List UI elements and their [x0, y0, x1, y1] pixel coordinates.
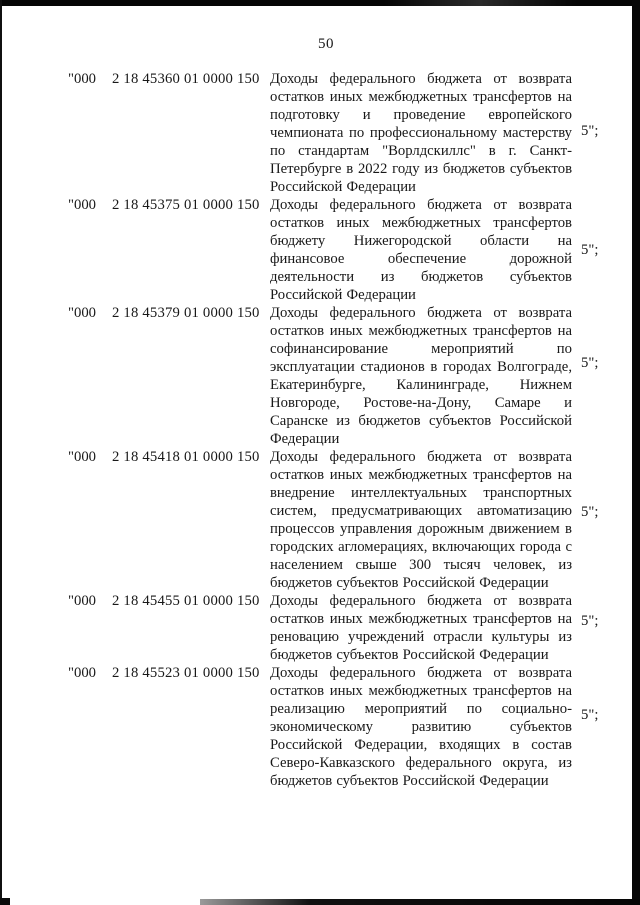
income-description: Доходы федерального бюджета от возврата остатков иных межбюджетных трансфертов бюджету Нижегородской области на финансовое обеспечение дорожной деятельности из бюджетов субъектов Российской Федерации [270, 197, 572, 303]
scan-border-top [0, 0, 640, 6]
table-row [68, 70, 613, 196]
row-close-quote-marker: 5"; [581, 355, 599, 371]
table-row [68, 592, 613, 664]
row-open-quote-admin-code: "000 [68, 593, 97, 609]
budget-code-table [68, 70, 613, 790]
budget-classification-code: 2 18 45523 01 0000 150 [112, 665, 260, 681]
income-description: Доходы федерального бюджета от возврата остатков иных межбюджетных трансфертов на внедрение интеллектуальных транспортных систем, предусматривающих автоматизацию процессов управления дорожным движением в городских агломерациях, включающих города с населением свыше 300 тысяч человек, из бюджетов субъектов Российской Федерации [270, 449, 572, 591]
scan-border-bottom-left-mark [0, 898, 10, 905]
budget-classification-code: 2 18 45418 01 0000 150 [112, 449, 260, 465]
row-open-quote-admin-code: "000 [68, 449, 97, 465]
table-row [68, 304, 613, 448]
row-open-quote-admin-code: "000 [68, 665, 97, 681]
income-description: Доходы федерального бюджета от возврата остатков иных межбюджетных трансфертов на реновацию учреждений отрасли культуры из бюджетов субъектов Российской Федерации [270, 593, 572, 663]
budget-classification-code: 2 18 45360 01 0000 150 [112, 71, 260, 87]
budget-classification-code: 2 18 45455 01 0000 150 [112, 593, 260, 609]
table-row [68, 664, 613, 790]
budget-classification-code: 2 18 45379 01 0000 150 [112, 305, 260, 321]
table-row [68, 448, 613, 592]
row-close-quote-marker: 5"; [581, 242, 599, 258]
table-row [68, 196, 613, 304]
scan-border-bottom [200, 899, 640, 905]
budget-classification-code: 2 18 45375 01 0000 150 [112, 197, 260, 213]
row-close-quote-marker: 5"; [581, 123, 599, 139]
income-description: Доходы федерального бюджета от возврата остатков иных межбюджетных трансфертов на реализацию мероприятий по социально-экономическому развитию субъектов Российской Федерации, входящих в состав Северо-Кавказского федерального округа, из бюджетов субъектов Российской Федерации [270, 665, 572, 789]
income-description: Доходы федерального бюджета от возврата остатков иных межбюджетных трансфертов на подготовку и проведение европейского чемпионата по профессиональному мастерству по стандартам "Ворлдскиллс" в г. Санкт-Петербурге в 2022 году из бюджетов субъектов Российской Федерации [270, 71, 572, 195]
row-close-quote-marker: 5"; [581, 613, 599, 629]
scan-border-left [0, 0, 2, 905]
row-close-quote-marker: 5"; [581, 504, 599, 520]
income-description: Доходы федерального бюджета от возврата остатков иных межбюджетных трансфертов на софинансирование мероприятий по эксплуатации стадионов в городах Волгограде, Екатеринбурге, Калининграде, Нижнем Новгороде, Ростове-на-Дону, Самаре и Саранске из бюджетов субъектов Российской Федерации [270, 305, 572, 447]
row-open-quote-admin-code: "000 [68, 305, 97, 321]
row-open-quote-admin-code: "000 [68, 71, 97, 87]
row-close-quote-marker: 5"; [581, 707, 599, 723]
row-open-quote-admin-code: "000 [68, 197, 97, 213]
scan-border-right [632, 0, 640, 905]
page-number: 50 [318, 36, 334, 52]
